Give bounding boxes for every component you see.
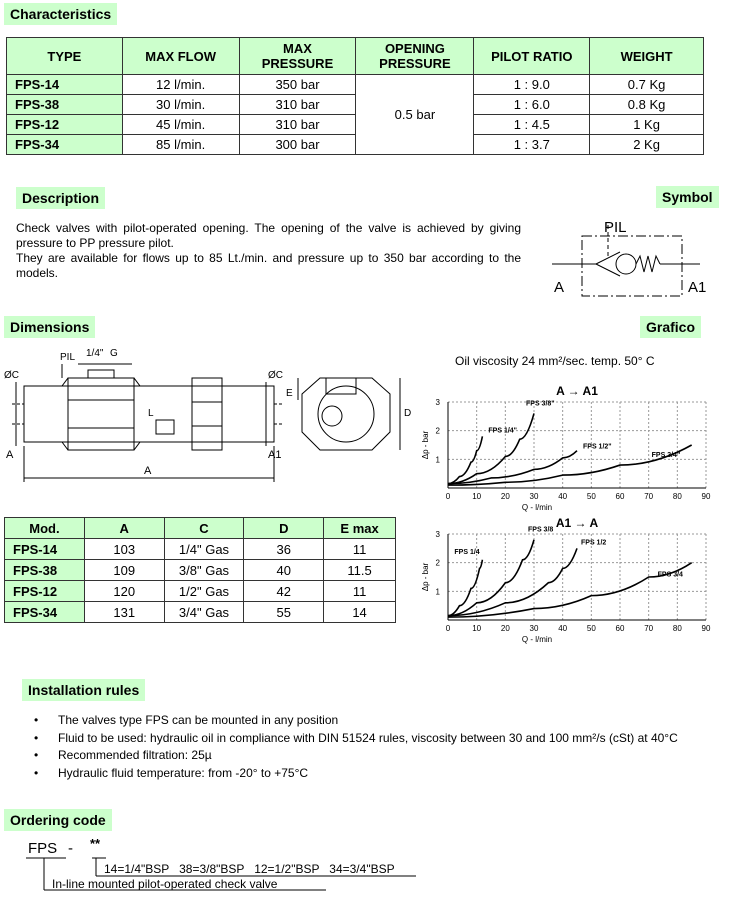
table-row (5, 581, 396, 602)
ordering-description: In-line mounted pilot-operated check valve (52, 877, 278, 891)
cell-ratio: 1 : 3.7 (474, 135, 590, 155)
x-tick-label: 10 (472, 492, 482, 501)
cell-opening-pressure: 0.5 bar (356, 75, 474, 155)
table-row (5, 560, 396, 581)
col-header: A (84, 518, 164, 539)
installation-rules-list (34, 712, 678, 782)
x-axis-label: Q - l/min (521, 503, 553, 512)
cell-pressure: 310 bar (239, 115, 356, 135)
ordering-sizes: 14=1/4"BSP 38=3/8"BSP 12=1/2"BSP 34=3/4"BSP (104, 862, 395, 876)
drawing-d-label: D (404, 408, 412, 419)
cell-type: FPS-34 (7, 135, 123, 155)
valve-drawing (2, 342, 412, 492)
cell-e: 11 (324, 539, 396, 560)
series-label: FPS 3/8 (528, 526, 554, 534)
cell-weight: 1 Kg (590, 115, 704, 135)
col-header: D (244, 518, 324, 539)
y-tick-label: 1 (435, 587, 440, 597)
cell-e: 14 (324, 602, 396, 623)
cell-a: 109 (84, 560, 164, 581)
x-tick-label: 60 (615, 492, 625, 501)
table-header-row (5, 518, 396, 539)
characteristics-heading: Characteristics (4, 3, 117, 25)
cell-flow: 12 l/min. (122, 75, 239, 95)
cell-ratio: 1 : 6.0 (474, 95, 590, 115)
chart-a1-to-a (418, 514, 718, 646)
symbol-pil-label: PIL (604, 219, 627, 236)
cell-mod: FPS-14 (5, 539, 85, 560)
cell-a: 103 (84, 539, 164, 560)
cell-ratio: 1 : 9.0 (474, 75, 590, 95)
cell-type: FPS-14 (7, 75, 123, 95)
x-tick-label: 40 (558, 624, 568, 633)
table-row (7, 95, 704, 115)
col-header: Mod. (5, 518, 85, 539)
characteristics-table (6, 37, 704, 155)
x-tick-label: 70 (644, 624, 654, 633)
cell-d: 42 (244, 581, 324, 602)
cell-pressure: 310 bar (239, 95, 356, 115)
table-row (5, 539, 396, 560)
series-line (448, 560, 482, 616)
col-header: WEIGHT (590, 38, 704, 75)
cell-a: 131 (84, 602, 164, 623)
series-line (448, 563, 692, 617)
list-item: • Recommended filtration: 25µ (34, 747, 678, 765)
grafico-heading: Grafico (640, 316, 701, 338)
cell-d: 55 (244, 602, 324, 623)
symbol-heading: Symbol (656, 186, 719, 208)
y-tick-label: 1 (435, 455, 440, 465)
cell-c: 3/4" Gas (164, 602, 244, 623)
col-header: PILOT RATIO (474, 38, 590, 75)
series-label: FPS 3/4 (657, 571, 683, 579)
table-row (7, 135, 704, 155)
cell-d: 40 (244, 560, 324, 581)
drawing-a1-label: A1 (268, 449, 282, 461)
series-label: FPS 3/8" (526, 400, 555, 408)
drawing-g-label: G (110, 348, 118, 359)
x-tick-label: 20 (500, 624, 510, 633)
drawing-oc-label: ØC (4, 370, 19, 381)
cell-weight: 0.8 Kg (590, 95, 704, 115)
dimensions-heading: Dimensions (4, 316, 95, 338)
x-tick-label: 50 (586, 624, 596, 633)
drawing-a-label: A (6, 449, 14, 461)
x-tick-label: 20 (500, 492, 510, 501)
cell-weight: 0.7 Kg (590, 75, 704, 95)
ordering-dash: - (68, 840, 73, 857)
col-header: E max (324, 518, 396, 539)
list-item: • Fluid to be used: hydraulic oil in compliance with DIN 51524 rules, viscosity between 30 and 100 mm²/s (cSt) at 40°C (34, 730, 678, 748)
x-tick-label: 90 (701, 624, 711, 633)
table-row (5, 602, 396, 623)
drawing-pil-label: PIL (60, 352, 76, 363)
description-paragraph: They are available for flows up to 85 Lt./min. and pressure up to 350 bar according to the models. (16, 251, 521, 280)
ordering-size-placeholder: ** (90, 836, 101, 851)
cell-weight: 2 Kg (590, 135, 704, 155)
symbol-a-label: A (554, 279, 565, 296)
viscosity-note: Oil viscosity 24 mm²/sec. temp. 50° C (455, 354, 655, 368)
description-heading: Description (16, 187, 105, 209)
cell-a: 120 (84, 581, 164, 602)
table-row (7, 115, 704, 135)
cell-c: 3/8" Gas (164, 560, 244, 581)
cell-mod: FPS-12 (5, 581, 85, 602)
cell-type: FPS-12 (7, 115, 123, 135)
installation-heading: Installation rules (22, 679, 145, 701)
y-axis-label: Δp - bar (421, 430, 430, 460)
symbol-a1-label: A1 (688, 279, 707, 296)
cell-flow: 30 l/min. (122, 95, 239, 115)
series-label: FPS 1/2 (581, 539, 607, 547)
col-header: C (164, 518, 244, 539)
table-header-row (7, 38, 704, 75)
y-tick-label: 2 (435, 558, 440, 568)
ordering-heading: Ordering code (4, 809, 112, 831)
ordering-prefix: FPS (28, 840, 58, 857)
drawing-l-label: L (148, 408, 154, 419)
drawing-quarter-label: 1/4" (86, 348, 104, 359)
cell-flow: 85 l/min. (122, 135, 239, 155)
series-label: FPS 1/4" (488, 427, 518, 435)
cell-e: 11 (324, 581, 396, 602)
x-tick-label: 0 (445, 492, 451, 501)
drawing-length-label: A (144, 465, 152, 477)
y-tick-label: 3 (435, 530, 440, 539)
dimensions-table (4, 517, 396, 623)
x-tick-label: 0 (445, 624, 451, 633)
col-header: MAX FLOW (122, 38, 239, 75)
cell-mod: FPS-38 (5, 560, 85, 581)
series-label: FPS 3/4" (651, 452, 681, 459)
cell-d: 36 (244, 539, 324, 560)
cell-c: 1/4" Gas (164, 539, 244, 560)
list-item: • Hydraulic fluid temperature: from -20° to +75°C (34, 765, 678, 783)
series-label: FPS 1/2" (583, 443, 612, 451)
x-axis-label: Q - l/min (521, 635, 553, 644)
description-text (16, 221, 521, 281)
col-header: MAX PRESSURE (239, 38, 356, 75)
list-item: • The valves type FPS can be mounted in any position (34, 712, 678, 730)
col-header: TYPE (7, 38, 123, 75)
x-tick-label: 70 (644, 492, 654, 501)
x-tick-label: 90 (701, 492, 711, 501)
y-axis-label: Δp - bar (421, 562, 430, 592)
x-tick-label: 10 (472, 624, 482, 633)
chart-title: A → A1 (556, 384, 598, 398)
x-tick-label: 40 (558, 492, 568, 501)
cell-c: 1/2" Gas (164, 581, 244, 602)
x-tick-label: 30 (529, 492, 539, 501)
cell-pressure: 300 bar (239, 135, 356, 155)
x-tick-label: 30 (529, 624, 539, 633)
check-valve-symbol (548, 212, 708, 302)
cell-pressure: 350 bar (239, 75, 356, 95)
description-paragraph: Check valves with pilot-operated opening. The opening of the valve is achieved by giving pressure to PP pressure pilot. (16, 221, 521, 250)
y-tick-label: 2 (435, 426, 440, 436)
x-tick-label: 80 (672, 624, 682, 633)
cell-flow: 45 l/min. (122, 115, 239, 135)
x-tick-label: 50 (586, 492, 596, 501)
col-header: OPENING PRESSURE (356, 38, 474, 75)
series-label: FPS 1/4 (454, 548, 480, 556)
cell-mod: FPS-34 (5, 602, 85, 623)
x-tick-label: 80 (672, 492, 682, 501)
chart-title: A1 → A (555, 516, 599, 530)
cell-ratio: 1 : 4.5 (474, 115, 590, 135)
cell-e: 11.5 (324, 560, 396, 581)
drawing-oc-right-label: ØC (268, 370, 283, 381)
cell-type: FPS-38 (7, 95, 123, 115)
series-line (448, 436, 482, 483)
x-tick-label: 60 (615, 624, 625, 633)
table-row (7, 75, 704, 95)
y-tick-label: 3 (435, 398, 440, 407)
chart-a-to-a1 (418, 382, 718, 514)
drawing-e-label: E (286, 388, 293, 399)
